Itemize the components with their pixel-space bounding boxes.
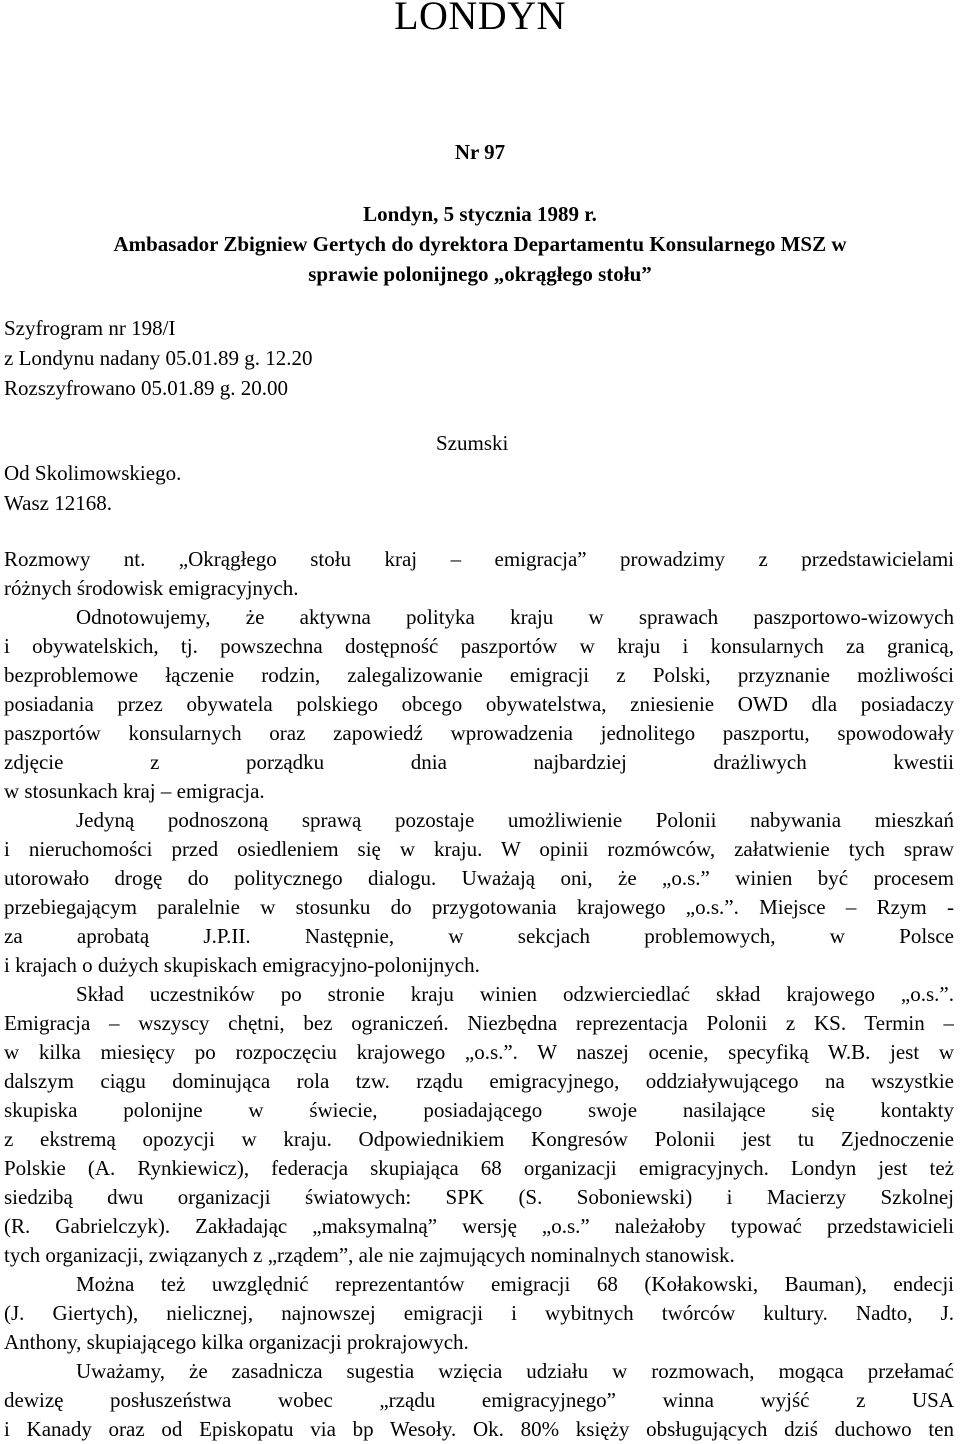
body-line: Jedyną podnoszoną sprawą pozostaje umożliwienie Polonii nabywania mieszkań (76, 808, 954, 832)
body-line: i obywatelskich, tj. powszechna dostępność paszportów w kraju i konsularnych za granicą, (4, 634, 954, 658)
sender-line: Od Skolimowskiego. (4, 461, 182, 485)
body-line: Uważamy, że zasadnicza sugestia wzięcia udziału w rozmowach, mogąca przełamać (76, 1359, 954, 1383)
body-line: utorowało drogę do politycznego dialogu. Uważają oni, że „o.s.” winien być procesem (4, 866, 954, 890)
body-line: (J. Giertych), nielicznej, najnowszej emigracji i wybitnych twórców kultury. Nadto, J. (4, 1301, 954, 1325)
body-line: Skład uczestników po stronie kraju winien odzwierciedlać skład krajowego „o.s.”. (76, 982, 954, 1006)
body-line: skupiska polonijne w świecie, posiadającego swoje nasilające się kontakty (4, 1098, 954, 1122)
body-line: z ekstremą opozycji w kraju. Odpowiednikiem Kongresów Polonii jest tu Zjednoczenie (4, 1127, 954, 1151)
body-line: przebiegającym paralelnie w stosunku do przygotowania krajowego „o.s.”. Miejsce – Rzym - (4, 895, 954, 919)
body-line: i krajach o dużych skupiskach emigracyjno-polonijnych. (4, 953, 480, 977)
body-line: paszportów konsularnych oraz zapowiedź wprowadzenia jednolitego paszportu, spowodowały (4, 721, 954, 745)
body-line: Rozmowy nt. „Okrągłego stołu kraj – emigracja” prowadzimy z przedstawicielami (4, 547, 954, 571)
body-line: za aprobatą J.P.II. Następnie, w sekcjach problemowych, w Polsce (4, 924, 954, 948)
body-line: różnych środowisk emigracyjnych. (4, 576, 299, 600)
body-line: dewizę posłuszeństwa wobec „rządu emigracyjnego” winna wyjść z USA (4, 1388, 954, 1412)
body-line: dalszym ciągu dominująca rola tzw. rządu emigracyjnego, oddziaływującego na wszystkie (4, 1069, 954, 1093)
body-line: posiadania przez obywatela polskiego obcego obywatelstwa, zniesienie OWD dla posiadaczy (4, 692, 954, 716)
reference-line: Wasz 12168. (4, 491, 112, 515)
heading-date-line: Londyn, 5 stycznia 1989 r. (363, 202, 597, 226)
body-line: tych organizacji, związanych z „rządem”, ale nie zajmujących nominalnych stanowisk. (4, 1243, 735, 1267)
body-line: Można też uwzględnić reprezentantów emigracji 68 (Kołakowski, Bauman), endecji (76, 1272, 954, 1296)
cipher-number: Szyfrogram nr 198/I (4, 316, 176, 340)
document-heading (4, 199, 956, 289)
body-line: zdjęcie z porządku dnia najbardziej drażliwych kwestii (4, 750, 954, 774)
body-line: Anthony, skupiającego kilka organizacji prokrajowych. (4, 1330, 469, 1354)
body-line: w kilka miesięcy po rozpoczęciu krajowego „o.s.”. W naszej ocenie, specyfiką W.B. jest w (4, 1040, 954, 1064)
body-line: i nieruchomości przed osiedleniem się w kraju. W opinii rozmówców, załatwienie tych spraw (4, 837, 954, 861)
recipient-name: Szumski (436, 431, 509, 455)
body-line: i Kanady oraz od Episkopatu via bp Wesoły. Ok. 80% księży obsługujących dziś duchowo ten (4, 1417, 954, 1441)
cipher-metadata (4, 313, 313, 403)
document-number: Nr 97 (454, 140, 506, 164)
body-line: (R. Gabrielczyk). Zakładając „maksymalną” wersję „o.s.” należałoby typować przedstawicieli (4, 1214, 954, 1238)
body-line: Odnotowujemy, że aktywna polityka kraju w sprawach paszportowo-wizowych (76, 605, 954, 629)
cipher-sent: z Londynu nadany 05.01.89 g. 12.20 (4, 346, 313, 370)
document-body (4, 545, 954, 1444)
body-line: Emigracja – wszyscy chętni, bez ograniczeń. Niezbędna reprezentacja Polonii z KS. Termin – (4, 1011, 954, 1035)
page-header-title: LONDYN (394, 0, 566, 38)
cipher-decoded: Rozszyfrowano 05.01.89 g. 20.00 (4, 376, 289, 400)
heading-title-line: sprawie polonijnego „okrągłego stołu” (308, 262, 652, 286)
body-line: siedzibą dwu organizacji światowych: SPK (S. Soboniewski) i Macierzy Szkolnej (4, 1185, 954, 1209)
heading-title-line: Ambasador Zbigniew Gertych do dyrektora Departamentu Konsularnego MSZ w (113, 232, 847, 256)
body-line: w stosunkach kraj – emigracja. (4, 779, 265, 803)
sender-block (4, 458, 181, 518)
body-line: Polskie (A. Rynkiewicz), federacja skupiająca 68 organizacji emigracyjnych. Londyn jest też (4, 1156, 954, 1180)
body-line: bezproblemowe łączenie rodzin, zalegalizowanie emigracji z Polski, przyznanie możliwości (4, 663, 954, 687)
